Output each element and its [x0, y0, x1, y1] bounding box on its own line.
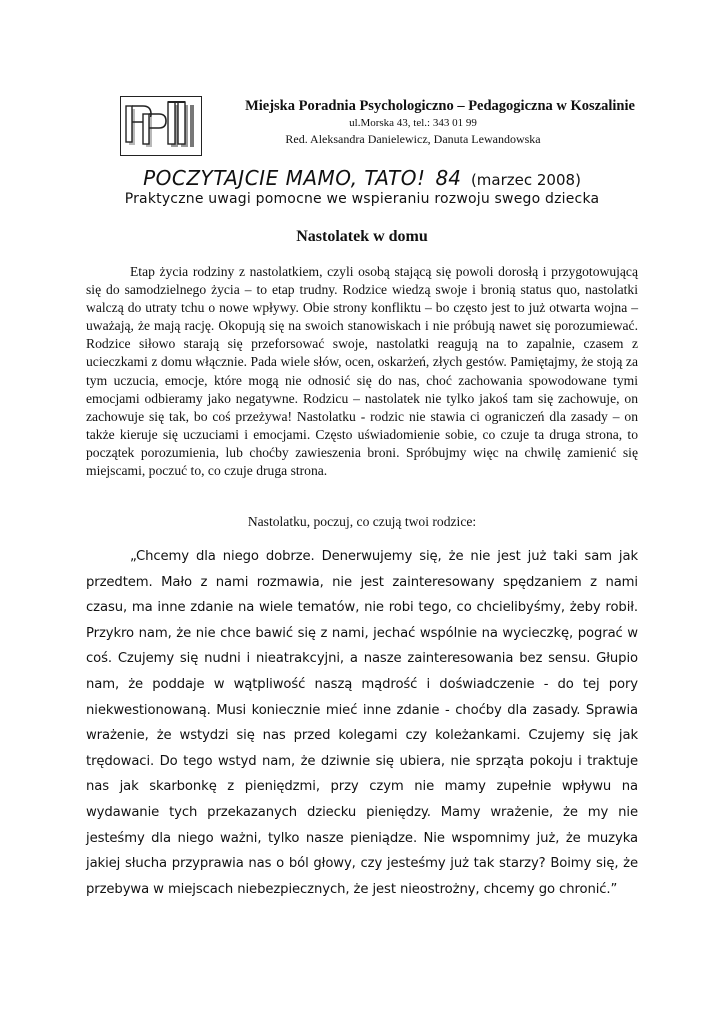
issue-date: (marzec 2008) [470, 171, 581, 189]
article-title: Nastolatek w domu [296, 228, 428, 245]
parents-quote: „Chcemy dla niego dobrze. Denerwujemy się, że nie jest już taki sam jak przedtem. Mało z nami rozmawia, nie jest zainteresowany spędzaniem z nami czasu, ma inne zdanie na wiele tematów, nie robi tego, co chcielibyśmy, żeby robił. Przykro nam, że nie chce bawić się z nami, jechać wspólnie na wycieczkę, pograć w coś. Czujemy się nudni i nieatrakcyjni, a nasze zainteresowania bez sensu. Głupio nam, że poddaje w wątpliwość naszą mądrość i doświadczenie - do tej pory niekwestionowaną. Musi koniecznie mieć inne zdanie - choćby dla zasady. Sprawia wrażenie, że wstydzi się nas przed kolegami czy koleżankami. Czujemy się jak trędowaci. Do tego wstyd nam, że dziwnie się ubiera, nie sprząta pokoju i traktuje nas jak skarbonkę z pieniędzmi, przy czym nie mamy zupełnie wpływu na wydawanie tych przekazanych dziecku pieniędzy. Mamy wrażenie, że my nie jesteśmy dla niego ważni, tylko nasze pieniądze. Nie wspomnimy już, że muzyka jakiej słucha przyprawia nas o ból głowy, czy jesteśmy już tak starzy? Boimy się, że przebywa w miejscach niebezpiecznych, że jest nieostrożny, chcemy go chronić.” [86, 549, 638, 897]
series-heading [0, 166, 724, 190]
pp-monogram-logo [120, 96, 202, 156]
series-title: POCZYTAJCIE MAMO, TATO! [143, 166, 426, 190]
logo-graphic [121, 97, 201, 155]
issue-number: 84 [435, 166, 461, 190]
institution-address: ul.Morska 43, tel.: 343 01 99 [349, 117, 477, 129]
editors-line: Red. Aleksandra Danielewicz, Danuta Lewandowska [285, 132, 541, 146]
quote-lead-in: Nastolatku, poczuj, co czują twoi rodzice: [247, 514, 477, 529]
body-paragraph: Etap życia rodziny z nastolatkiem, czyli osobą stającą się powoli dorosłą i przygotowującą się do samodzielnego życia – to etap trudny. Rodzice wiedzą swoje i bronią status quo, nastolatki walczą do utraty tchu o nowe wpływy. Obie strony konfliktu – bo często jest to już otwarta wojna – uważają, że mają rację. Okopują się na swoich stanowiskach i nie próbują nawet się porozumiewać. Rodzice siłowo starają się przeforsować swoje, nastolatki reagują na to zapalnie, czasem z ucieczkami z domu włącznie. Pada wiele słów, ocen, oskarżeń, złych gestów. Pamiętajmy, że stoją za tym uczucia, emocje, które mogą nie odnosić się do nas, choć zachowania spowodowane tymi emocjami odbieramy jako negatywne. Rodzicu – nastolatek nie tylko jakoś tam się zachowuje, on zachowuje się tak, bo coś przeżywa! Nastolatku - rodzic nie stawia ci ograniczeń dla zasady – on także kieruje się uczuciami i emocjami. Często uświadomienie sobie, co czuje ta druga strona, to początek porozumienia, lub choćby zawieszenia broni. Spróbujmy więc na chwilę zamienić się miejscami, poczuć to, co czuje druga strona. [86, 264, 638, 479]
series-subtitle: Praktyczne uwagi pomocne we wspieraniu rozwoju swego dziecka [124, 191, 600, 207]
institution-name: Miejska Poradnia Psychologiczno – Pedagogiczna w Koszalinie [245, 98, 635, 114]
